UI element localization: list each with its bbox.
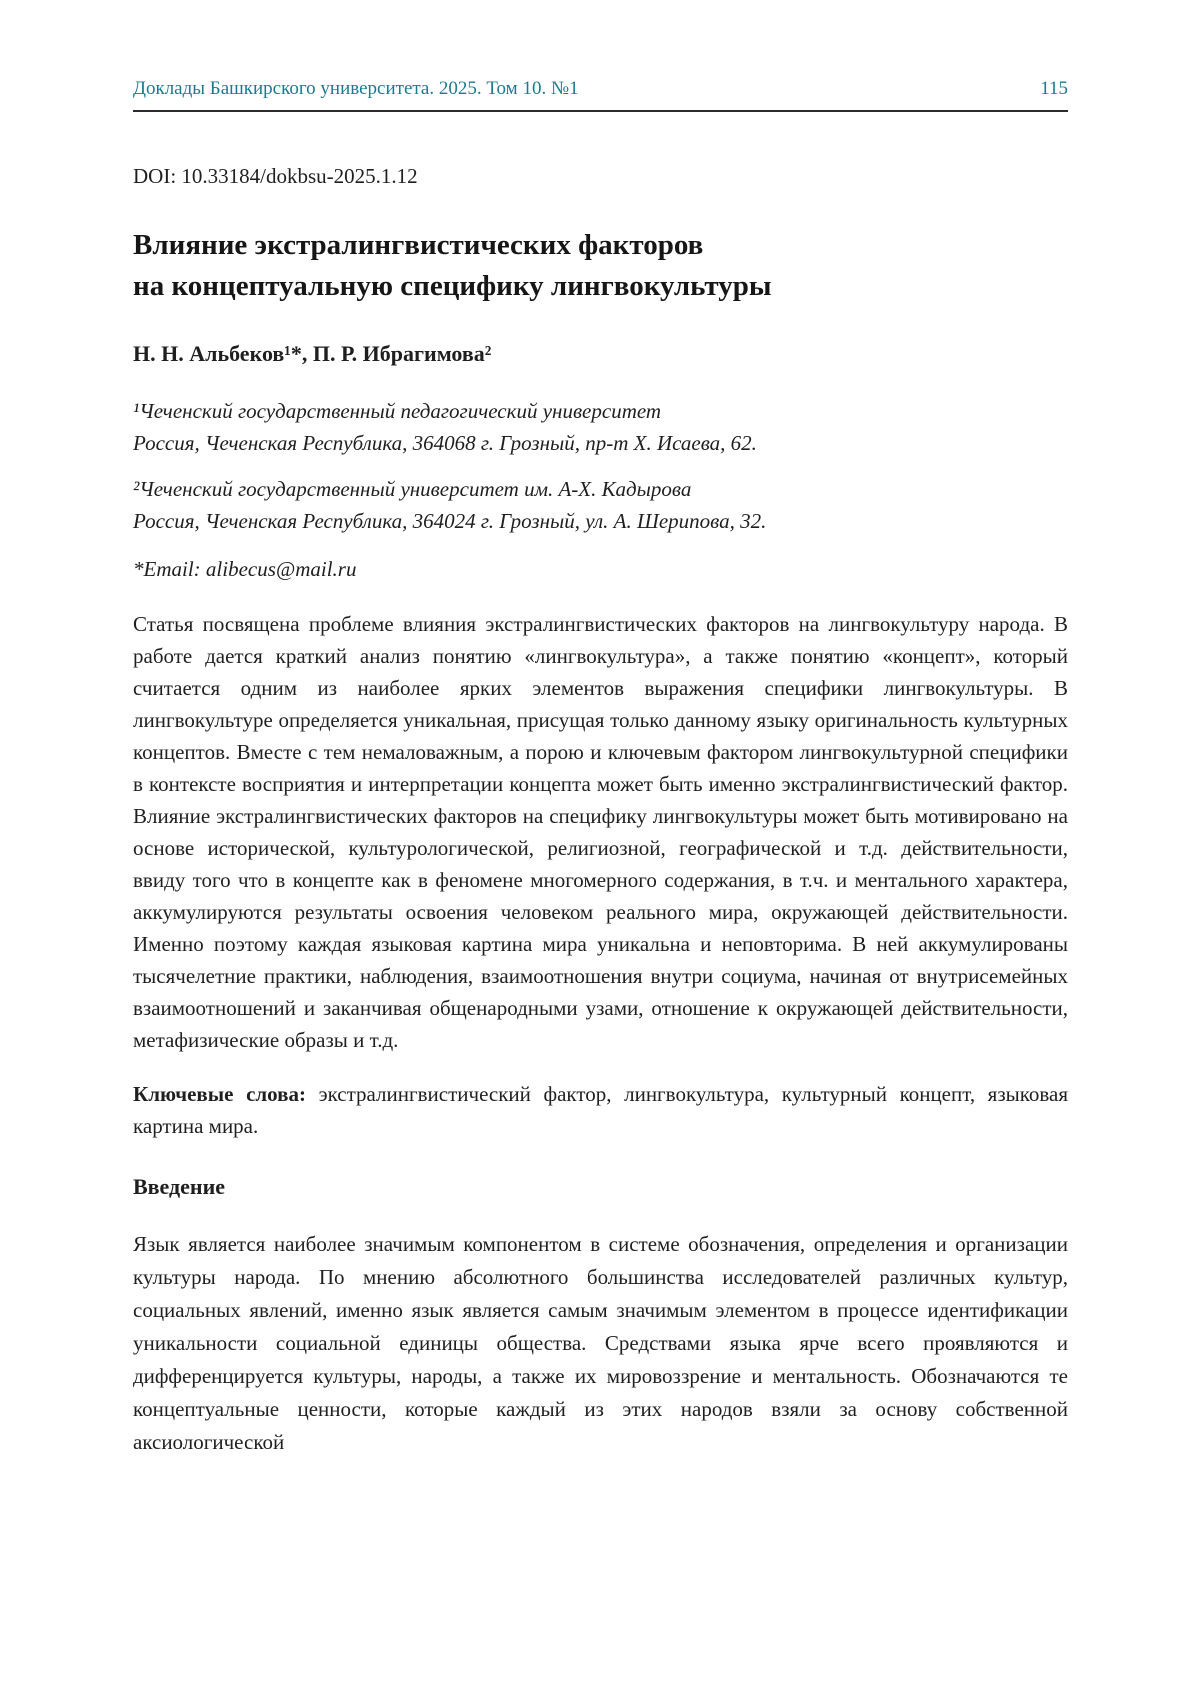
- authors-line: Н. Н. Альбеков¹*, П. Р. Ибрагимова²: [133, 341, 492, 366]
- corresponding-email: *Email: alibecus@mail.ru: [133, 557, 357, 581]
- affiliation-2: [133, 473, 1068, 537]
- introduction-paragraph: Язык является наиболее значимым компонентом в системе обозначения, определения и организации культуры народа. По мнению абсолютного большинства исследователей различных культур, социальных явлений, именно язык является самым значимым элементом в процессе идентификации уникальности социальной единицы общества. Средствами языка ярче всего проявляются и дифференцируется культуры, народы, а также их мировоззрение и ментальность. Обозначаются те концептуальные ценности, которые каждый из этих народов взяли за основу собственной аксиологической: [133, 1232, 1068, 1454]
- affiliation-2-address: Россия, Чеченская Республика, 364024 г. Грозный, ул. А. Шерипова, 32.: [133, 509, 767, 533]
- journal-title: Доклады Башкирского университета. 2025. Том 10. №1: [133, 78, 579, 99]
- affiliation-2-name: ²Чеченский государственный университет им. А-Х. Кадырова: [133, 477, 692, 501]
- affiliation-1-name: ¹Чеченский государственный педагогический университет: [133, 399, 662, 423]
- affiliation-1: [133, 395, 1068, 459]
- abstract-paragraph: Статья посвящена проблеме влияния экстралингвистических факторов на лингвокультуру народа. В работе дается краткий анализ понятию «лингвокультура», а также понятию «концепт», который считается одним из наиболее ярких элементов выражения специфики лингвокультуры. В лингвокультуре определяется уникальная, присущая только данному языку оригинальность культурных концептов. Вместе с тем немаловажным, а порою и ключевым фактором лингвокультурной специфики в контексте восприятия и интерпретации концепта может быть именно экстралингвистический фактор. Влияние экстралингвистических факторов на специфику лингвокультуры может быть мотивировано на основе исторической, культурологической, религиозной, географической и т.д. действительности, ввиду того что в концепте как в феномене многомерного содержания, в т.ч. и ментального характера, аккумулируются результаты освоения человеком реального мира, окружающей действительности. Именно поэтому каждая языковая картина мира уникальна и неповторима. В ней аккумулированы тысячелетние практики, наблюдения, взаимоотношения внутри социума, начиная от внутрисемейных взаимоотношений и заканчивая общенародными узами, отношение к окружающей действительности, метафизические образы и т.д.: [133, 612, 1068, 1052]
- page-number: 115: [1040, 78, 1068, 99]
- article-title: [133, 225, 1068, 307]
- section-heading-introduction: Введение: [133, 1174, 226, 1199]
- doi: DOI: 10.33184/dokbsu-2025.1.12: [133, 164, 418, 188]
- header-rule: [133, 110, 1068, 112]
- article-title-line1: Влияние экстралингвистических факторов: [133, 229, 704, 261]
- article-title-line2: на концептуальную специфику лингвокультуры: [133, 270, 772, 302]
- keywords-text: экстралингвистический фактор, лингвокультура, культурный концепт, языковая картина мира.: [133, 1082, 1068, 1138]
- keywords-line: [133, 1078, 1068, 1142]
- affiliation-1-address: Россия, Чеченская Республика, 364068 г. Грозный, пр-т Х. Исаева, 62.: [133, 431, 757, 455]
- page-header: [133, 78, 1068, 100]
- keywords-label: Ключевые слова:: [133, 1082, 306, 1106]
